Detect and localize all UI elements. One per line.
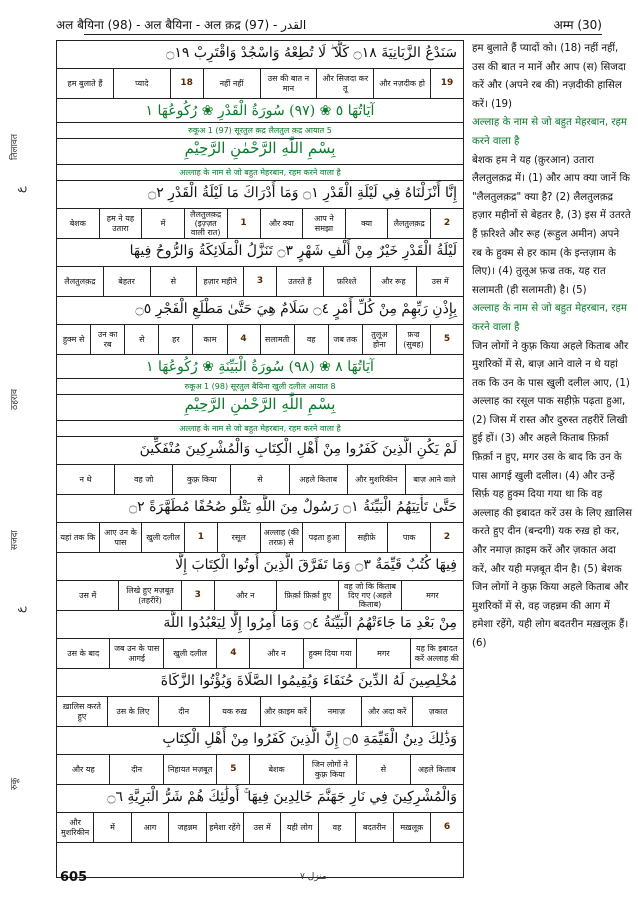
translation-paragraph: हम बुलाते हैं प्यादों को। (18) नहीं नहीं, उस की बात न मानें और आप (स) सिजदा करें और (अपने रब की) नज़दीकी हासिल करें। (19) bbox=[472, 43, 626, 110]
gloss-cell: ज़कात bbox=[412, 697, 463, 726]
gloss-cell: 5 bbox=[216, 755, 249, 784]
gloss-cell: हुक्म दिया गया bbox=[303, 639, 356, 668]
surah-title-banner: آيَاتُهَا ٥ ❀ (٩٧) سُورَةُ الْقَدْرِ ❀ رُكُوعُهَا ١ bbox=[57, 99, 463, 123]
arabic-verse-line: مُخْلِصِينَ لَهُ الدِّينَ حُنَفَاءَ وَيُقِيمُوا الصَّلَاةَ وَيُؤْتُوا الزَّكَاةَ bbox=[57, 669, 463, 697]
gloss-cell: रसूल bbox=[217, 523, 260, 552]
word-gloss-row bbox=[57, 325, 463, 355]
gloss-cell: और मुशरिकीन bbox=[347, 465, 405, 494]
gloss-cell: उतरते हैं bbox=[276, 267, 323, 296]
gloss-cell: नहीं नहीं bbox=[203, 69, 260, 98]
gloss-cells bbox=[57, 325, 463, 354]
arabic-verse-line: وَذَٰلِكَ دِينُ الْقَيِّمَةِ ۝٥ إِنَّ الَّذِينَ كَفَرُوا مِنْ أَهْلِ الْكِتَابِ bbox=[57, 727, 463, 755]
gloss-cell: से bbox=[124, 325, 158, 354]
word-gloss-row bbox=[57, 697, 463, 727]
gloss-cell: 2 bbox=[430, 523, 463, 552]
gloss-cell: बेहतर bbox=[103, 267, 150, 296]
gloss-cell: प्यादे bbox=[113, 69, 170, 98]
gloss-cell: दीन bbox=[158, 697, 209, 726]
gloss-cell: लिखे हुए मज़बूत (तहरीरें) bbox=[118, 581, 180, 610]
gloss-cell: वह जो कि किताब दिए गए (अहले किताब) bbox=[338, 581, 400, 610]
gloss-cell: और न bbox=[214, 581, 276, 610]
gloss-cell: हर bbox=[158, 325, 192, 354]
gloss-cell: लैलतुलक़द्र bbox=[64, 276, 96, 286]
gloss-cell: यहां तक कि bbox=[60, 532, 96, 542]
gloss-cell: क्या bbox=[345, 209, 388, 238]
arabic-verse-line: لَيْلَةُ الْقَدْرِ خَيْرٌ مِنْ أَلْفِ شَهْرٍ ۝٣ تَنَزَّلُ الْمَلَائِكَةُ وَالرُّوحُ فِيهَا bbox=[57, 239, 463, 267]
gloss-cell: 2 bbox=[430, 209, 463, 238]
gloss-cell: बेशक bbox=[69, 218, 86, 228]
gloss-cell: वह bbox=[294, 325, 328, 354]
word-gloss-row bbox=[57, 523, 463, 553]
gloss-cell: दीन bbox=[109, 755, 162, 784]
margin-note: सजदा bbox=[10, 530, 20, 550]
gloss-cell: बदतरीन bbox=[355, 813, 392, 842]
gloss-cell: यक रुख़ bbox=[209, 697, 260, 726]
word-gloss-row bbox=[57, 209, 463, 239]
gloss-cell: वह bbox=[318, 813, 355, 842]
translation-column bbox=[472, 40, 632, 878]
word-gloss-row bbox=[57, 69, 463, 99]
gloss-cell: जहन्नम bbox=[168, 813, 205, 842]
gloss-cell: यही लोग bbox=[280, 813, 317, 842]
gloss-cell: उस की बात न मान bbox=[260, 69, 317, 98]
word-gloss-row bbox=[57, 813, 463, 843]
gloss-cell: तुलूअ होना bbox=[362, 325, 396, 354]
gloss-cell: जिन लोगों ने कुफ़्र किया bbox=[303, 755, 356, 784]
gloss-cell: जब उन के पास आगई bbox=[109, 639, 162, 668]
gloss-cell: उस में bbox=[243, 813, 280, 842]
gloss-cell: और क्या bbox=[260, 209, 303, 238]
page-footer bbox=[0, 870, 638, 892]
ruku-mark: ع bbox=[14, 606, 27, 614]
gloss-cell: उस में bbox=[79, 590, 97, 600]
gloss-cells bbox=[57, 755, 463, 784]
surah-subtitle: रुकूअ 1 (98) सूरतुल बैयिना खुली दलील आयात 8 bbox=[57, 379, 463, 395]
gloss-cell: और नज़दीक हो bbox=[373, 69, 430, 98]
gloss-cell: अहले किताब bbox=[289, 465, 347, 494]
arabic-verse-line: مِنْ بَعْدِ مَا جَاءَتْهُمُ الْبَيِّنَةُ ۝٤ وَمَا أُمِرُوا إِلَّا لِيَعْبُدُوا اللَّهَ bbox=[57, 611, 463, 639]
gloss-cell: सहीफ़े bbox=[345, 523, 388, 552]
basmala-translation: अल्लाह के नाम से जो बहुत मेहरबान, रहम करने वाला है bbox=[472, 117, 628, 147]
gloss-cell: लैलतुलक़द्र bbox=[387, 209, 430, 238]
gloss-cell: पढ़ता हुआ bbox=[302, 523, 345, 552]
page-number: 605 bbox=[60, 870, 88, 885]
surah-subtitle: अल्लाह के नाम से जो बहुत मेहरबान, रहम करने वाला है bbox=[57, 421, 463, 437]
word-gloss-row bbox=[57, 639, 463, 669]
surah-subtitle: रुकूअ 1 (97) सूरतुल क़द्र लैलतुल क़द्र आयात 5 bbox=[57, 123, 463, 139]
gloss-cell: 5 bbox=[430, 325, 463, 354]
ruku-mark: ع bbox=[14, 186, 27, 194]
gloss-cell: जब तक bbox=[328, 325, 362, 354]
gloss-cell: से bbox=[230, 465, 288, 494]
gloss-cells bbox=[57, 209, 463, 238]
gloss-cell: में bbox=[141, 209, 184, 238]
gloss-cells bbox=[57, 465, 463, 494]
gloss-cell: उस के लिए bbox=[107, 697, 158, 726]
gloss-cell: मगर bbox=[401, 581, 463, 610]
gloss-cell: 18 bbox=[170, 69, 203, 98]
arabic-verse-line: فِيهَا كُتُبٌ قَيِّمَةٌ ۝٣ وَمَا تَفَرَّقَ الَّذِينَ أُوتُوا الْكِتَابَ إِلَّا bbox=[57, 553, 463, 581]
gloss-cell: मख़लूक़ bbox=[393, 813, 430, 842]
basmala-translation: अल्लाह के नाम से जो बहुत मेहरबान, रहम करने वाला है bbox=[472, 303, 628, 333]
gloss-cell: मगर bbox=[356, 639, 409, 668]
page-header bbox=[28, 12, 602, 32]
gloss-cell: 4 bbox=[216, 639, 249, 668]
arabic-verse-line: وَالْمُشْرِكِينَ فِي نَارِ جَهَنَّمَ خَالِدِينَ فِيهَا ۚ أُولَٰئِكَ هُمْ شَرُّ الْبَرِيَّةِ ۝٦ bbox=[57, 785, 463, 813]
gloss-cell: खुली दलील bbox=[141, 523, 184, 552]
surah-subtitle: अल्लाह के नाम से जो बहुत मेहरबान, रहम करने वाला है bbox=[57, 165, 463, 181]
side-margin bbox=[6, 30, 50, 870]
arabic-verse-line: سَنَدْعُ الزَّبَانِيَةَ ۝١٨ كَلَّا ۖ لَا تُطِعْهُ وَاسْجُدْ وَاقْتَرِبْ ۝١٩ bbox=[57, 41, 463, 69]
gloss-cell: खुली दलील bbox=[163, 639, 216, 668]
gloss-cell: आए उन के पास bbox=[99, 523, 142, 552]
gloss-cell: में bbox=[93, 813, 130, 842]
gloss-cell: 6 bbox=[430, 813, 463, 842]
surah-title-banner: آيَاتُهَا ٨ ❀ (٩٨) سُورَةُ الْبَيِّنَةِ ❀ رُكُوعُهَا ١ bbox=[57, 355, 463, 379]
gloss-cell: हम ने यह उतारा bbox=[99, 209, 142, 238]
gloss-cells bbox=[57, 697, 463, 726]
gloss-cell: आग bbox=[131, 813, 168, 842]
gloss-cell: सलामती bbox=[260, 325, 294, 354]
gloss-cell: ख़ालिस करते हुए bbox=[62, 702, 101, 721]
gloss-cell: न थे bbox=[79, 474, 92, 484]
margin-note: तिलावत bbox=[10, 133, 20, 160]
margin-note: ठहराव bbox=[10, 388, 20, 410]
gloss-cell: निहायत मज़बूत bbox=[163, 755, 216, 784]
gloss-cell: अल्लाह (की तरफ़) से bbox=[260, 523, 303, 552]
arabic-verse-line: لَمْ يَكُنِ الَّذِينَ كَفَرُوا مِنْ أَهْلِ الْكِتَابِ وَالْمُشْرِكِينَ مُنْفَكِّينَ bbox=[57, 437, 463, 465]
gloss-cell: 3 bbox=[243, 267, 276, 296]
gloss-cell: उस के बाद bbox=[67, 648, 100, 658]
manzil-label: منزل ٧ bbox=[300, 872, 327, 882]
gloss-cells bbox=[57, 267, 463, 296]
header-rule bbox=[84, 34, 602, 35]
word-gloss-row bbox=[57, 465, 463, 495]
gloss-cell: और सिजदा कर तू bbox=[316, 69, 373, 98]
gloss-cell: हम बुलाते हैं bbox=[67, 78, 103, 88]
gloss-cell: और क़ाइम करें bbox=[260, 697, 311, 726]
gloss-cell: पाक bbox=[387, 523, 430, 552]
word-gloss-row bbox=[57, 267, 463, 297]
gloss-cell: हुक्म से bbox=[62, 334, 85, 344]
gloss-cell: से bbox=[150, 267, 197, 296]
gloss-cell: आप ने समझा bbox=[302, 209, 345, 238]
gloss-cell: और न bbox=[249, 639, 302, 668]
quran-text-panel bbox=[56, 40, 464, 878]
gloss-cells bbox=[57, 523, 463, 552]
gloss-cell: 3 bbox=[181, 581, 214, 610]
gloss-cell: उन का रब bbox=[90, 325, 124, 354]
gloss-cell: उस में bbox=[416, 267, 463, 296]
gloss-cell: फ़ज्र (सुबह) bbox=[396, 325, 430, 354]
gloss-cell: 1 bbox=[227, 209, 260, 238]
basmala: بِسْمِ اللّٰهِ الرَّحْمٰنِ الرَّحِيْمِ bbox=[57, 395, 463, 421]
arabic-verse-line: بِإِذْنِ رَبِّهِمْ مِنْ كُلِّ أَمْرٍ ۝٤ سَلَامٌ هِيَ حَتَّىٰ مَطْلَعِ الْفَجْرِ ۝٥ bbox=[57, 297, 463, 325]
arabic-verse-line: حَتَّىٰ تَأْتِيَهُمُ الْبَيِّنَةُ ۝١ رَسُولٌ مِنَ اللَّهِ يَتْلُو صُحُفًا مُطَهَّرَةً ۝٢ bbox=[57, 495, 463, 523]
gloss-cell: बेशक bbox=[249, 755, 302, 784]
translation-paragraph: जिन लोगों ने कुफ़्र किया अहले किताब और मुशरिकों में से, बाज़ आने वाले न थे यहां तक कि उन के पास खुली दलील आए, (1) अल्लाह का रसूल पाक सहीफ़े पढ़ता हुआ, (2) जिस में रास्त और दुरुस्त तहरीरें लिखी हुई हों। (3) और अहले किताब फ़िर्क़ा फ़िर्क़ा न हुए, मगर उस के बाद कि उन के पास आगई खुली दलील। (4) और उन्हें सिर्फ़ यह हुक्म दिया गया था कि वह अल्लाह की इबादत करें उस के लिए ख़ालिस करते हुए दीन (बन्दगी) यक रुख़ हो कर, और नमाज़ क़ाइम करें और ज़कात अदा करें, और यही मज़बूत दीन है। (5) बेशक जिन लोगों ने कुफ़्र किया अहले किताब और मुशरिकों में से, वह जहन्नम की आग में हमेशा रहेंगे, यही लोग बदतरीन मख़लूक़ हैं। (6) bbox=[472, 340, 633, 649]
word-gloss-row bbox=[57, 755, 463, 785]
arabic-verse-line: إِنَّا أَنْزَلْنَاهُ فِي لَيْلَةِ الْقَدْرِ ۝١ وَمَا أَدْرَاكَ مَا لَيْلَةُ الْقَدْرِ ۝٢ bbox=[57, 181, 463, 209]
margin-note: रुकू bbox=[10, 777, 20, 790]
gloss-cell: अहले किताब bbox=[410, 755, 463, 784]
gloss-cell: और रूह bbox=[370, 267, 417, 296]
gloss-cell: और अदा करें bbox=[361, 697, 412, 726]
gloss-cell: फ़रिश्ते bbox=[323, 267, 370, 296]
gloss-cell: हज़ार महीने bbox=[196, 267, 243, 296]
gloss-cell: लैलतुलक़द्र (इज़्ज़त वाली रात) bbox=[184, 209, 227, 238]
gloss-cells bbox=[57, 581, 463, 610]
basmala: بِسْمِ اللّٰهِ الرَّحْمٰنِ الرَّحِيْمِ bbox=[57, 139, 463, 165]
gloss-cell: और यह bbox=[71, 764, 95, 774]
gloss-cell: से bbox=[356, 755, 409, 784]
gloss-cells bbox=[57, 69, 463, 98]
header-para-name: अम्म (30) bbox=[553, 18, 602, 32]
gloss-cell: और मुशरिकीन bbox=[61, 818, 90, 837]
gloss-cell: 19 bbox=[430, 69, 463, 98]
gloss-cell: यह कि इबादत करें अल्लाह की bbox=[410, 639, 463, 668]
gloss-cells bbox=[57, 813, 463, 842]
gloss-cell: नमाज़ bbox=[310, 697, 361, 726]
gloss-cell: 1 bbox=[184, 523, 217, 552]
gloss-cell: 4 bbox=[227, 325, 260, 354]
gloss-cell: वह जो bbox=[114, 465, 172, 494]
gloss-cell: बाज़ आने वाले bbox=[405, 465, 463, 494]
gloss-cells bbox=[57, 639, 463, 668]
word-gloss-row bbox=[57, 581, 463, 611]
gloss-cell: कुफ़्र किया bbox=[172, 465, 230, 494]
gloss-cell: हमेशा रहेंगे bbox=[206, 813, 243, 842]
gloss-cell: फ़िर्क़ा फ़िर्क़ा हुए bbox=[276, 581, 338, 610]
header-surah-names: अल बैयिना (98) - अल बैयिना - अल क़द्र (97) - القدر bbox=[56, 18, 307, 32]
translation-paragraph: बेशक हम ने यह (क़ुरआन) उतारा लैलतुलक़द्र में। (1) और आप क्या जानें कि "लैलतुलक़द्र" क्या है? (2) लैलतुलक़द्र हज़ार महीनों से बेहतर है, (3) इस में उतरते हैं फ़रिश्ते और रूह (रूहुल अमीन) अपने रब के हुक्म से हर काम (के इन्तज़ाम के लिए)। (4) तुलूअ फ़ज्र तक, यह रात सलामती (ही सलामती) है। (5) bbox=[472, 154, 631, 296]
gloss-cell: काम bbox=[192, 325, 226, 354]
